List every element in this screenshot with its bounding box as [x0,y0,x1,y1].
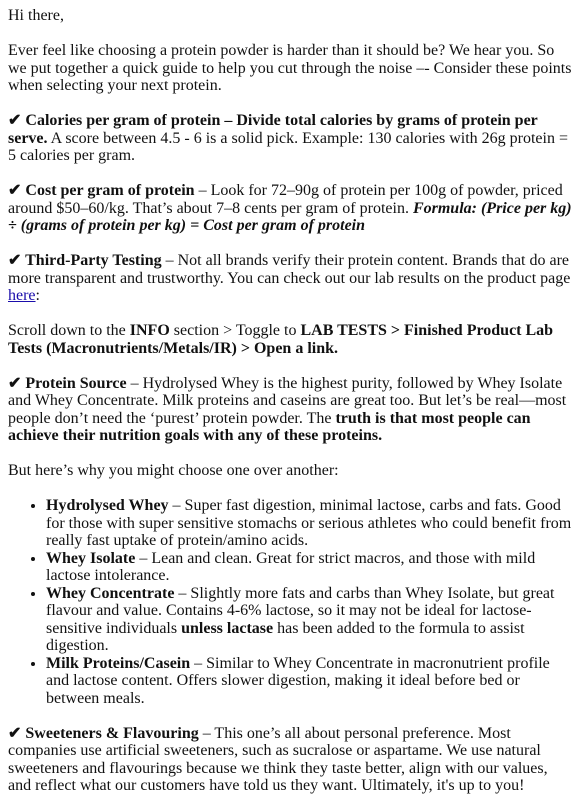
source-heading: ✔ Protein Source [8,374,127,392]
check-mark-icon: ✔ [8,112,22,129]
calories-section [8,112,572,165]
greeting: Hi there, [8,7,64,24]
scroll-instructions: Scroll down to the INFO section > Toggle to LAB TESTS > Finished Product Lab Tests (Macronutrients/Metals/IR) > Open a link. [8,322,554,357]
check-mark-icon: ✔ [8,252,22,269]
calories-body: A score between 4.5 - 6 is a solid pick. Example: 130 calories with 26g protein = 5 calories per gram. [8,129,568,164]
option-name: Hydrolysed Whey [46,497,169,514]
lab-tests-path: LAB TESTS > Finished Product Lab Tests (Macronutrients/Metals/IR) > Open a link. [8,322,554,357]
list-item: • Whey Isolate – Lean and clean. Great for strict macros, and those with mild lactose intolerance. [46,550,572,585]
sweeteners-body: – This one’s all about personal preference. Most companies use artificial sweeteners, such as sucralose or aspartame. We use natural sweeteners and flavourings because we think they taste better, align with our values, and reflect what our customers have told us they want. Ultimately, it's up to you! [8,724,548,794]
cost-heading: ✔ Cost per gram of protein [8,182,195,199]
option-name: Milk Proteins/Casein [46,654,191,672]
list-item: • Milk Proteins/Casein – Similar to Whey Concentrate in macronutrient profile and lactose content. Offers slower digestion, making it ideal before bed or between meals. [46,655,572,708]
source-conclusion: truth is that most people can achieve their nutrition goals with any of these proteins. [8,409,531,444]
option-name: Whey Concentrate [46,584,175,602]
source-body: – Hydrolysed Whey is the highest purity, followed by Whey Isolate and Whey Concentrate. Milk proteins and caseins are great too. But let’s be real—most people don’t need the ‘purest’ protein powder. The [8,374,567,427]
option-name: Whey Isolate [46,549,136,567]
list-item: • Whey Concentrate – Slightly more fats and carbs than Whey Isolate, but great flavour and value. Contains 4-6% lactose, so it may not be ideal for lactose-sensitive individuals unless lactase has been added to the formula to assist digestion. [46,585,572,655]
testing-section: ✔ Third-Party Testing – Not all brands verify their protein content. Brands that do are more transparent and trustworthy. You can check out our lab results on the product page here: [8,252,571,304]
cost-formula: Formula: (Price per kg) ÷ (grams of protein per kg) = Cost per gram of protein [8,199,572,234]
sweeteners-heading: ✔ Sweeteners & Flavouring [8,724,199,742]
lab-results-link[interactable]: here [8,287,36,304]
testing-heading: ✔ Third-Party Testing [8,252,162,269]
calories-heading: ✔ Calories per gram of protein – Divide total calories by grams of protein per serve. [8,112,538,147]
intro-paragraph: Ever feel like choosing a protein powder is harder than it should be? We hear you. So we put together a quick guide to help you cut through the noise –- Consider these points when selecting your next protein. [8,42,572,94]
sweeteners-section [8,725,572,795]
protein-options-list [8,497,572,707]
check-mark-icon: ✔ [8,374,22,392]
cost-body: – Look for 72–90g of protein per 100g of powder, priced around $50–60/kg. That’s about 7–8 cents per gram of protein. [8,182,563,217]
source-section [8,375,572,445]
check-mark-icon: ✔ [8,724,22,742]
testing-body: – Not all brands verify their protein content. Brands that do are more transparent and trustworthy. You can check out our lab results on the product page [8,252,571,287]
check-mark-icon: ✔ [8,182,22,199]
cost-section [8,182,572,235]
why-paragraph: But here’s why you might choose one over another: [8,462,339,479]
info-section-label: INFO [129,322,170,339]
list-item: • Hydrolysed Whey – Super fast digestion, minimal lactose, carbs and fats. Good for those with super sensitive stomachs or serious athletes who could benefit from really fast uptake of protein/amino acids. [46,497,572,550]
